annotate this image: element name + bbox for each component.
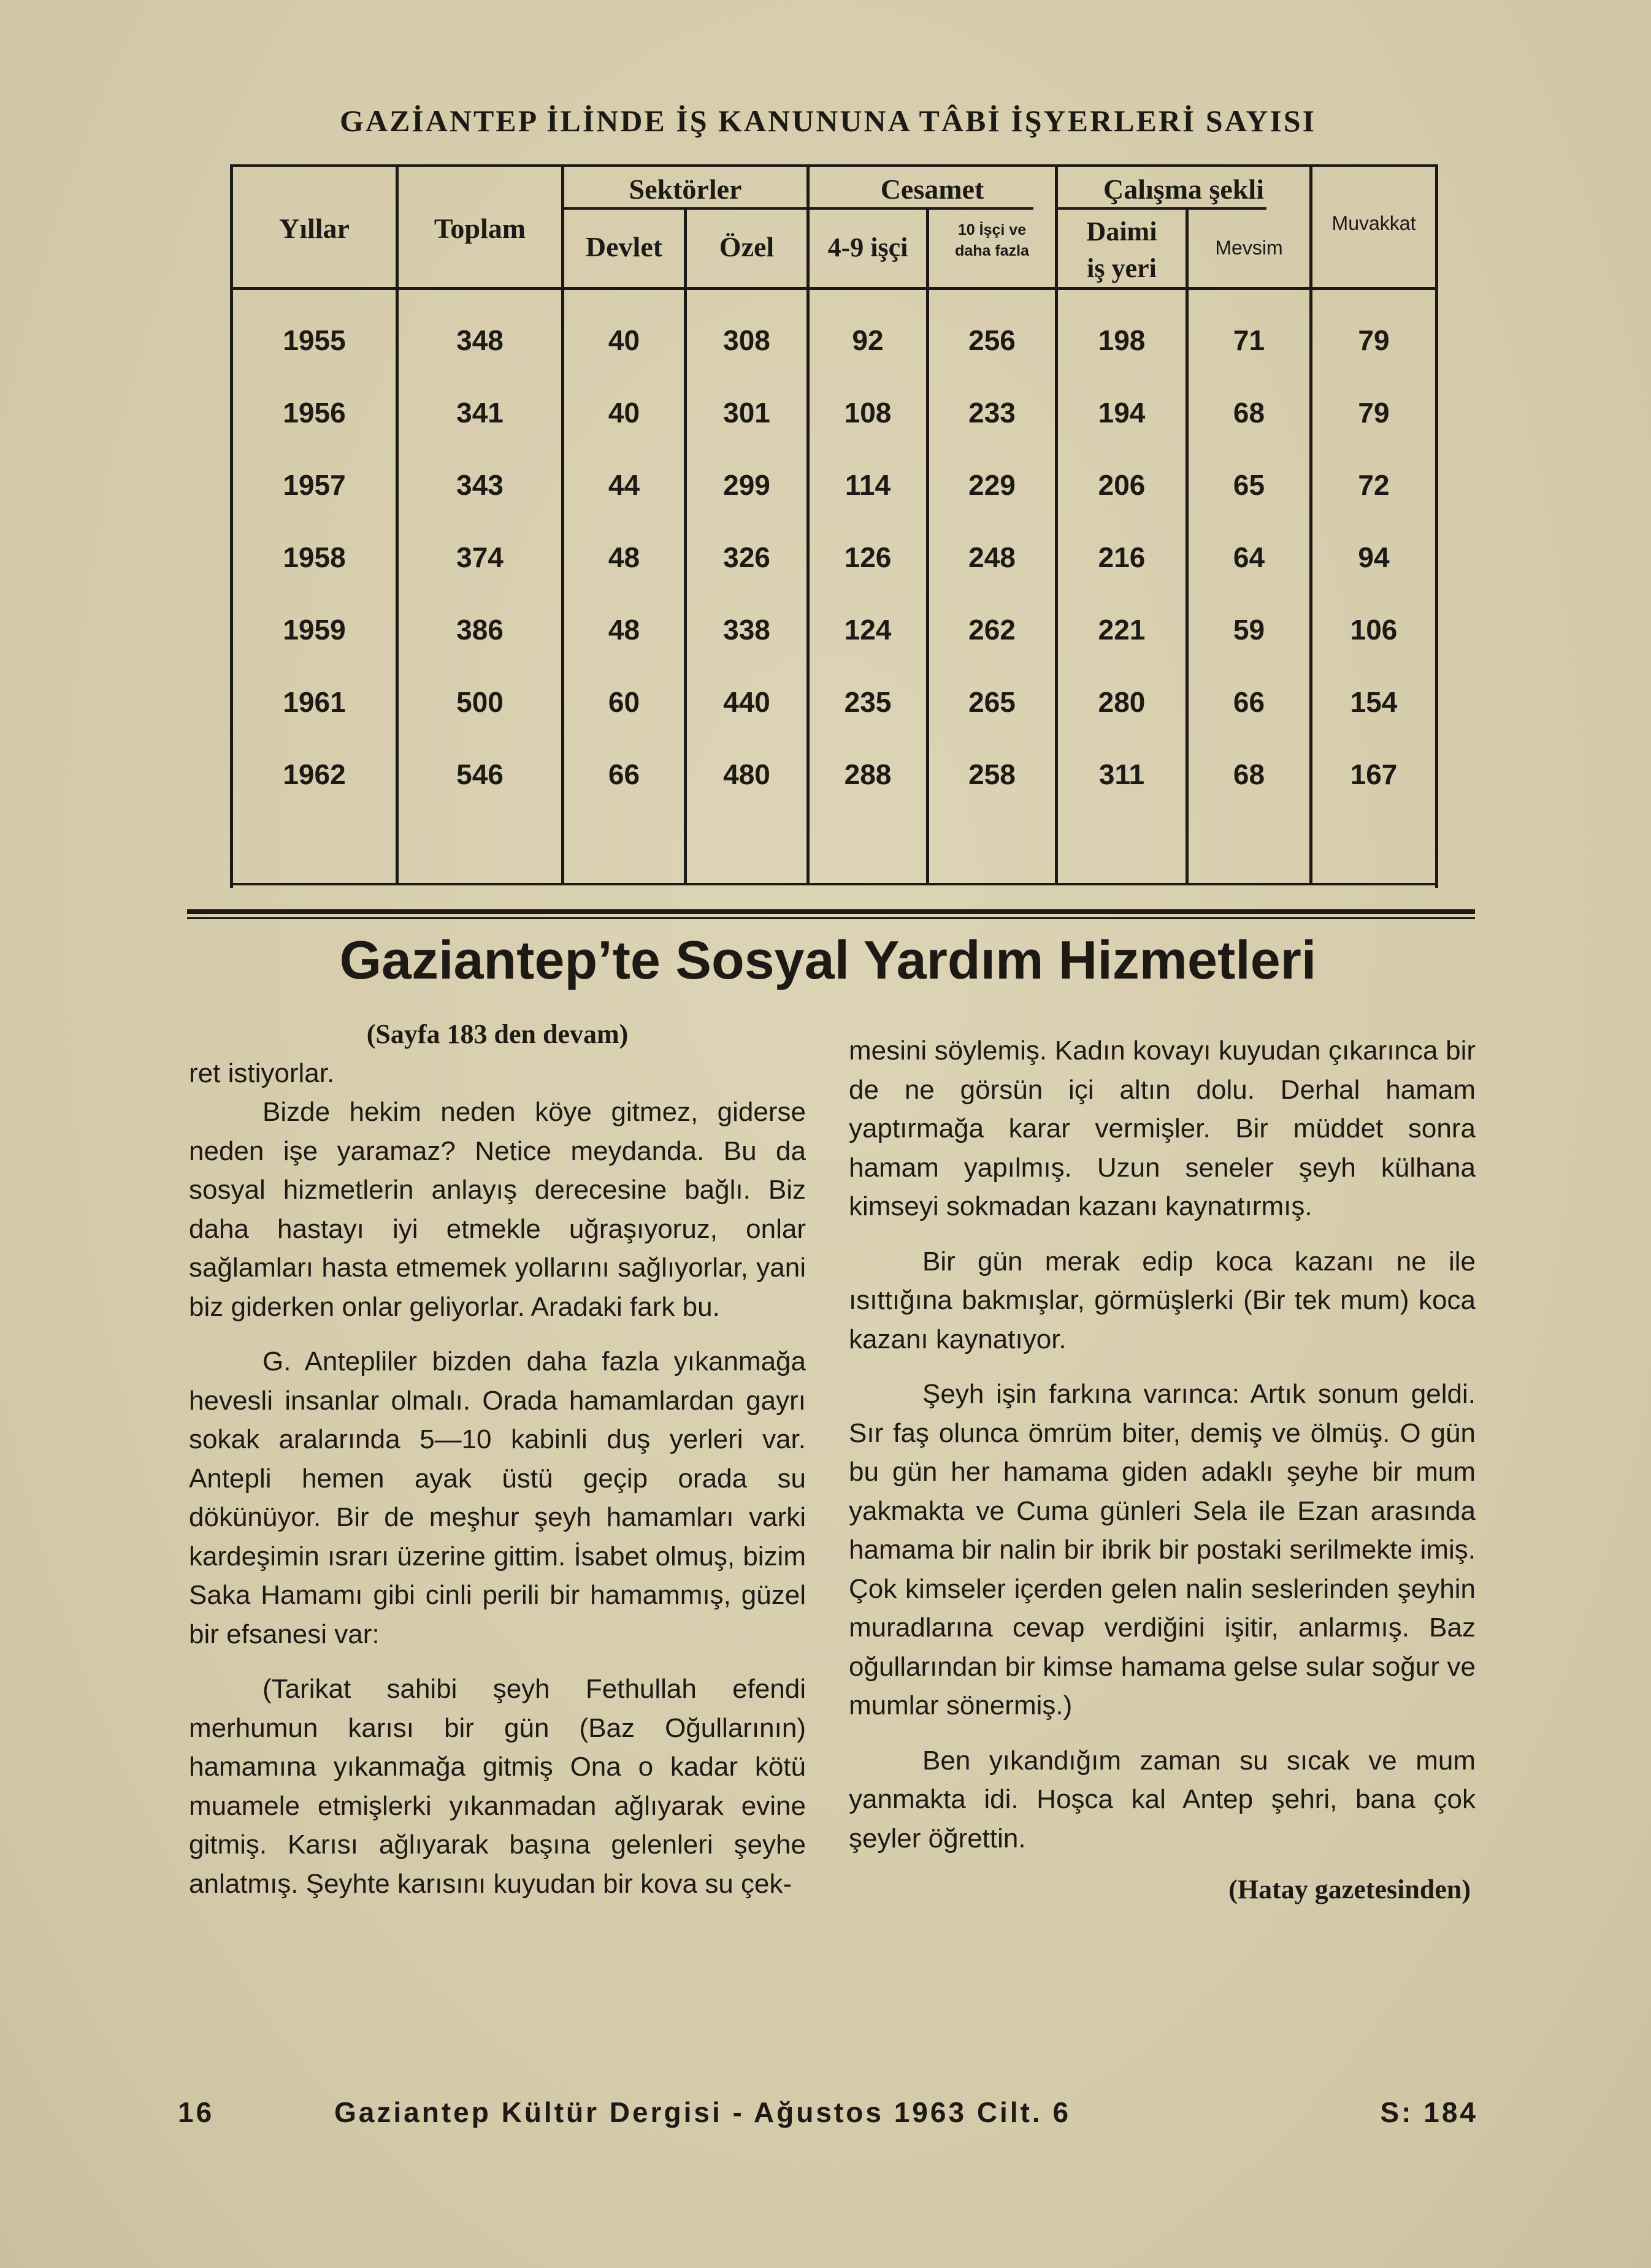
header-muvakkat: Muvakkat bbox=[1331, 212, 1416, 234]
cell-toplam: 343 bbox=[456, 469, 504, 501]
table-bottom-border bbox=[233, 883, 1435, 885]
cell-yil: 1959 bbox=[283, 614, 346, 646]
header-subdivider bbox=[564, 207, 1033, 210]
statistics-table bbox=[230, 164, 1438, 888]
table-title: GAZİANTEP İLİNDE İŞ KANUNUNA TÂBİ İŞYERLERİ SAYISI bbox=[339, 104, 1317, 138]
cell-muvakkat: 72 bbox=[1358, 469, 1390, 501]
cell-devlet: 44 bbox=[608, 469, 640, 501]
cell-yil: 1958 bbox=[283, 541, 346, 573]
cell-toplam: 500 bbox=[456, 686, 504, 718]
cell-isci-10: 265 bbox=[968, 686, 1016, 718]
paragraph: ret istiyorlar. bbox=[189, 1058, 335, 1088]
continued-note: (Sayfa 183 den devam) bbox=[366, 1019, 629, 1049]
paragraph: Bizde hekim neden köye gitmez, giderse neden işe yaramaz? Netice meydanda. Bu da sosyal hizmetlerin anlayış derecesine bağlı. Biz daha hastayı iyi etmekle uğraşıyoruz, onlar sağlamları hasta etmemek yollarını sağlıyorlar, yani biz giderken onlar geliyorlar. Aradaki fark bu. bbox=[189, 1097, 806, 1322]
issue-number: S: 184 bbox=[1380, 2096, 1478, 2128]
cell-isci-10: 256 bbox=[968, 324, 1016, 356]
header-daimi-line1: Daimi bbox=[1086, 216, 1157, 246]
header-10-isci-line2: daha fazla bbox=[955, 242, 1029, 259]
cell-isci-10: 229 bbox=[968, 469, 1016, 501]
article-left-column bbox=[189, 1015, 806, 1903]
section-rule bbox=[187, 909, 1475, 914]
header-4-9-isci: 4-9 işçi bbox=[827, 232, 908, 262]
cell-isci-10: 233 bbox=[968, 397, 1016, 429]
cell-ozel: 440 bbox=[723, 686, 770, 718]
header-calisma-sekli: Çalışma şekli bbox=[1103, 174, 1264, 205]
header-mevsim: Mevsim bbox=[1215, 237, 1283, 259]
cell-devlet: 48 bbox=[608, 541, 640, 573]
cell-ozel: 480 bbox=[723, 758, 770, 790]
cell-daimi: 206 bbox=[1098, 469, 1146, 501]
section-rule-thin bbox=[187, 917, 1475, 919]
header-devlet: Devlet bbox=[585, 231, 663, 262]
header-daimi-line2: iş yeri bbox=[1087, 253, 1157, 283]
cell-mevsim: 66 bbox=[1233, 686, 1265, 718]
cell-muvakkat: 106 bbox=[1350, 614, 1398, 646]
cell-ozel: 299 bbox=[723, 469, 770, 501]
cell-toplam: 341 bbox=[456, 397, 504, 429]
cell-isci-10: 258 bbox=[968, 758, 1016, 790]
cell-muvakkat: 167 bbox=[1350, 758, 1398, 790]
cell-mevsim: 64 bbox=[1233, 541, 1265, 573]
header-sektorler: Sektörler bbox=[629, 174, 742, 205]
cell-ozel: 338 bbox=[723, 614, 770, 646]
cell-ozel: 301 bbox=[723, 397, 770, 429]
source-credit: (Hatay gazetesinden) bbox=[1228, 1874, 1471, 1904]
header-10-isci-line1: 10 İşçi ve bbox=[957, 221, 1027, 239]
cell-isci-4-9: 235 bbox=[844, 686, 892, 718]
header-bottom-border bbox=[233, 287, 1435, 290]
cell-daimi: 221 bbox=[1098, 614, 1146, 646]
paragraph: Ben yıkandığım zaman su sıcak ve mum yanmakta idi. Hoşca kal Antep şehri, bana çok şeyler öğrettin. bbox=[849, 1745, 1476, 1854]
cell-isci-10: 262 bbox=[968, 614, 1016, 646]
paragraph: Şeyh işin farkına varınca: Artık sonum geldi. Sır faş olunca ömrüm biter, demiş ve ölmüş. O gün bu gün her hamama giden adaklı şeyhe bir mum yakmakta ve Cuma günleri Sela ile Ezan arasında hamama bir nalin bir ibrik bir postaki serilmekte imiş. Çok kimseler içerden gelen nalin seslerinden şeyhin muradlarına cevap verdiğini işitir, anlarmış. Baz oğullarından bir kimse hamama gelse sular soğur ve mumlar sönermiş.) bbox=[849, 1379, 1476, 1720]
cell-yil: 1955 bbox=[283, 324, 346, 356]
header-daimi bbox=[1058, 213, 1186, 287]
header-yillar: Yıllar bbox=[279, 213, 350, 244]
header-cesamet: Cesamet bbox=[880, 174, 984, 205]
cell-mevsim: 59 bbox=[1233, 614, 1265, 646]
cell-daimi: 280 bbox=[1098, 686, 1146, 718]
cell-devlet: 66 bbox=[608, 758, 640, 790]
table-top-border bbox=[233, 164, 1435, 167]
cell-daimi: 311 bbox=[1098, 758, 1145, 790]
cell-toplam: 386 bbox=[456, 614, 504, 646]
cell-devlet: 48 bbox=[608, 614, 640, 646]
cell-isci-4-9: 124 bbox=[844, 614, 892, 646]
cell-yil: 1957 bbox=[283, 469, 346, 501]
cell-muvakkat: 94 bbox=[1358, 541, 1390, 573]
page-number: 16 bbox=[178, 2096, 215, 2128]
cell-mevsim: 71 bbox=[1233, 324, 1265, 356]
paragraph: mesini söylemiş. Kadın kovayı kuyudan çıkarınca bir de ne görsün içi altın dolu. Derhal hamam yaptırmağa karar vermişler. Bir müddet sonra hamam yapılmış. Uzun seneler şeyh külhana kimseyi sokmadan kazanı kaynatırmış. bbox=[849, 1036, 1476, 1221]
cell-ozel: 326 bbox=[723, 541, 770, 573]
cell-devlet: 40 bbox=[608, 324, 640, 356]
cell-yil: 1962 bbox=[283, 758, 346, 790]
cell-isci-4-9: 108 bbox=[844, 397, 892, 429]
cell-devlet: 40 bbox=[608, 397, 640, 429]
header-toplam: Toplam bbox=[434, 213, 526, 244]
cell-isci-10: 248 bbox=[968, 541, 1016, 573]
page-footer bbox=[178, 2096, 1478, 2139]
article-title: Gaziantep’te Sosyal Yardım Hizmetleri bbox=[339, 930, 1317, 990]
publication-info: Gaziantep Kültür Dergisi - Ağustos 1963 Cilt. 6 bbox=[334, 2096, 1071, 2128]
cell-daimi: 198 bbox=[1098, 324, 1146, 356]
cell-isci-4-9: 288 bbox=[844, 758, 892, 790]
cell-daimi: 216 bbox=[1098, 541, 1146, 573]
cell-toplam: 374 bbox=[456, 541, 504, 573]
cell-muvakkat: 79 bbox=[1358, 324, 1390, 356]
cell-toplam: 546 bbox=[456, 758, 504, 790]
cell-daimi: 194 bbox=[1098, 397, 1146, 429]
cell-isci-4-9: 92 bbox=[852, 324, 884, 356]
header-10-isci bbox=[929, 220, 1055, 261]
cell-muvakkat: 79 bbox=[1358, 397, 1390, 429]
header-subdivider-calisma bbox=[1058, 207, 1266, 210]
cell-ozel: 308 bbox=[723, 324, 770, 356]
cell-toplam: 348 bbox=[456, 324, 504, 356]
cell-mevsim: 68 bbox=[1233, 758, 1265, 790]
cell-isci-4-9: 126 bbox=[844, 541, 892, 573]
cell-yil: 1961 bbox=[283, 686, 346, 718]
cell-yil: 1956 bbox=[283, 397, 346, 429]
cell-muvakkat: 154 bbox=[1350, 686, 1398, 718]
article-right-column bbox=[849, 1031, 1476, 1909]
cell-mevsim: 65 bbox=[1233, 469, 1265, 501]
paragraph: Bir gün merak edip koca kazanı ne ile ısıttığına bakmışlar, görmüşlerki (Bir tek mum) koca kazanı kaynatıyor. bbox=[849, 1246, 1476, 1354]
paragraph: G. Antepliler bizden daha fazla yıkanmağa hevesli insanlar olmalı. Orada hamamlardan gayrı sokak aralarında 5—10 kabinli duş yerleri var. Antepli hemen ayak üstü geçip orada su dökünüyor. Bir de meşhur şeyh hamamları varki kardeşimin ısrarı üzerine gittim. İsabet olmuş, bizim Saka Hamamı gibi cinli perili bir hamammış, güzel bir efsanesi var: bbox=[189, 1346, 806, 1649]
paragraph: (Tarikat sahibi şeyh Fethullah efendi merhumun karısı bir gün (Baz Oğullarının) hamamına yıkanmağa gitmiş Ona o kadar kötü muamele etmişlerki yıkanmadan ağlıyarak evine gitmiş. Karısı ağlıyarak başına gelenleri şeyhe anlatmış. Şeyhte karısını kuyudan bir kova su çek- bbox=[189, 1674, 806, 1899]
cell-mevsim: 68 bbox=[1233, 397, 1265, 429]
header-ozel: Özel bbox=[719, 231, 775, 262]
cell-isci-4-9: 114 bbox=[845, 469, 891, 501]
cell-devlet: 60 bbox=[608, 686, 640, 718]
